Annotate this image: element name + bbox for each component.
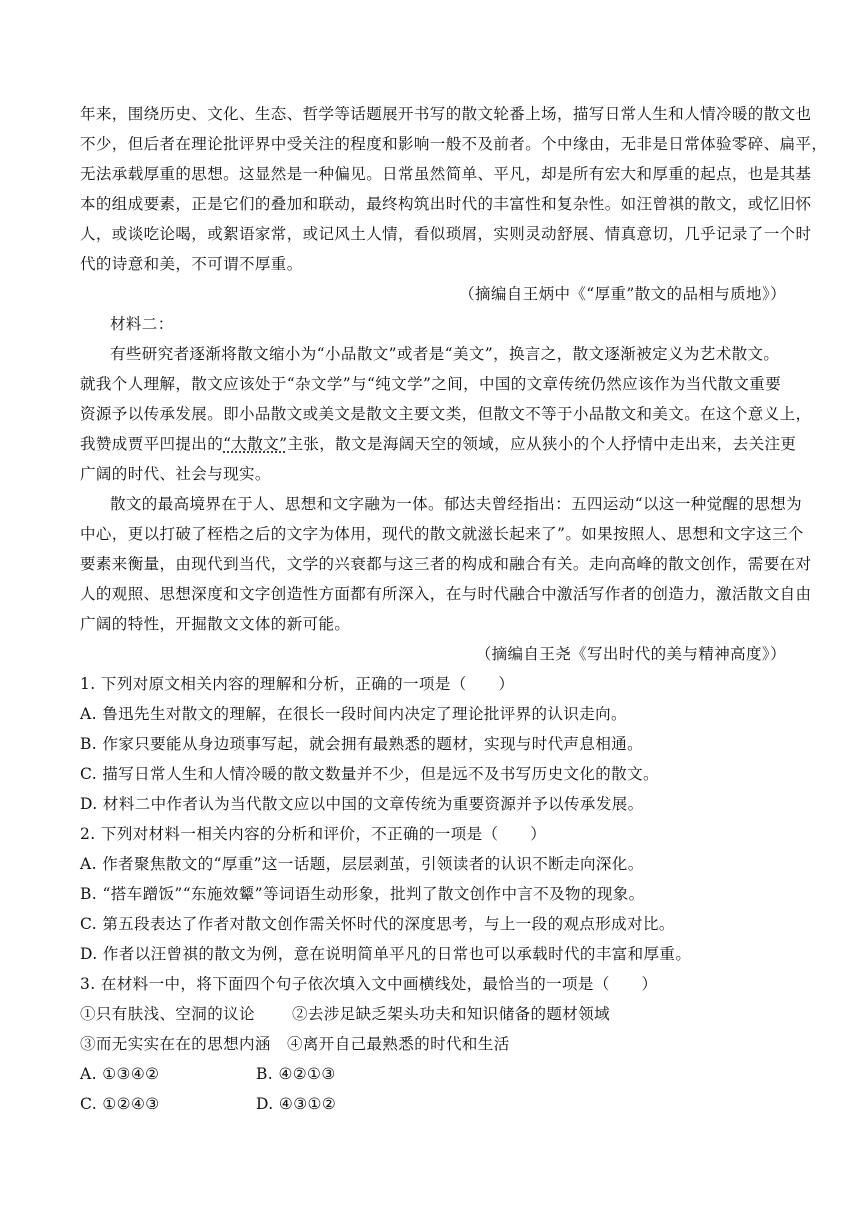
question-1-option-d: D. 材料二中作者认为当代散文应以中国的文章传统为重要资源并予以传承发展。 bbox=[80, 795, 644, 813]
line-text-before: 我赞成贾平凹提出的 bbox=[80, 435, 224, 453]
material1-line-3: 无法承载厚重的思想。这显然是一种偏见。日常虽然简单、平凡，却是所有宏大和厚重的起点，也是其基 bbox=[80, 165, 812, 183]
material2-p1-line-3: 资源予以传承发展。即小品散文或美文是散文主要文类，但散文不等于小品散文和美文。在这个意义上， bbox=[80, 405, 812, 423]
material1-line-1: 年来，围绕历史、文化、生态、哲学等话题展开书写的散文轮番上场，描写日常人生和人情冷暖的散文也 bbox=[80, 105, 812, 123]
question-1-option-a: A. 鲁迅先生对散文的理解，在很长一段时间内决定了理论批评界的认识走向。 bbox=[80, 705, 627, 723]
material2-p1-line-5: 广阔的时代、社会与现实。 bbox=[80, 465, 271, 483]
material1-line-6: 代的诗意和美，不可谓不厚重。 bbox=[80, 255, 303, 273]
question-3-options-row-1 bbox=[80, 1064, 790, 1084]
material2-p2-line-3: 要素来衡量，由现代到当代，文学的兴衰都与这三者的构成和融合有关。走向高峰的散文创作，需要在对 bbox=[80, 555, 812, 573]
material1-line-2: 不少，但后者在理论批评界中受关注的程度和影响一般不及前者。个中缘由，无非是日常体验零碎、扁平， bbox=[80, 135, 828, 153]
question-3-options-row-2 bbox=[80, 1094, 790, 1114]
question-3-sentences-row-2 bbox=[80, 1034, 790, 1054]
question-2-option-c: C. 第五段表达了作者对散文创作需关怀时代的深度思考，与上一段的观点形成对比。 bbox=[80, 915, 675, 933]
material2-p2-line-4: 人的观照、思想深度和文字创造性方面都有所深入，在与时代融合中激活写作者的创造力，激活散文自由 bbox=[80, 585, 812, 603]
question-2-option-d: D. 作者以汪曾祺的散文为例，意在说明简单平凡的日常也可以承载时代的丰富和厚重。 bbox=[80, 945, 692, 963]
material2-source: （摘编自王尧《写出时代的美与精神高度》） bbox=[475, 645, 786, 663]
question-1-option-c: C. 描写日常人生和人情冷暖的散文数量并不少，但是远不及书写历史文化的散文。 bbox=[80, 765, 659, 783]
material2-p1-line-1: 有些研究者逐渐将散文缩小为“小品散文”或者是“美文”，换言之，散文逐渐被定义为艺术散文。 bbox=[110, 345, 780, 363]
question-3-option-b: B. ④②①③ bbox=[256, 1065, 336, 1083]
line-text-after: 主张，散文是海阔天空的领域，应从狭小的个人抒情中走出来，去关注更 bbox=[287, 435, 797, 453]
material1-source: （摘编自王炳中《“厚重”散文的品相与质地》） bbox=[459, 285, 786, 303]
question-3-stem: 3. 在材料一中，将下面四个句子依次填入文中画横线处，最恰当的一项是（ ） bbox=[80, 975, 658, 993]
question-2-stem: 2. 下列对材料一相关内容的分析和评价，不正确的一项是（ ） bbox=[80, 825, 547, 843]
material1-line-5: 人，或谈吃论喝，或絮语家常，或记风土人情，看似琐屑，实则灵动舒展、情真意切，几乎记录了一个时 bbox=[80, 225, 812, 243]
question-3-option-d: D. ④③①② bbox=[256, 1095, 337, 1113]
question-3-option-a: A. ①③④② bbox=[80, 1065, 160, 1083]
sentence-2: ②去涉足缺乏架头功夫和知识储备的题材领域 bbox=[292, 1005, 611, 1023]
underlined-term: “大散文” bbox=[223, 435, 288, 453]
material2-p1-line-2: 就我个人理解，散文应该处于“杂文学”与“纯文学”之间，中国的文章传统仍然应该作为当代散文重要 bbox=[80, 375, 782, 393]
sentence-1: ①只有肤浅、空洞的议论 bbox=[80, 1005, 255, 1023]
sentence-3: ③而无实实在在的思想内涵 bbox=[80, 1035, 271, 1053]
question-1-option-b: B. 作家只要能从身边琐事写起，就会拥有最熟悉的题材，实现与时代声息相通。 bbox=[80, 735, 644, 753]
material2-p2-line-5: 广阔的特性，开掘散文文体的新可能。 bbox=[80, 615, 351, 633]
question-2-option-b: B. “搭车蹭饭”“东施效颦”等词语生动形象，批判了散文创作中言不及物的现象。 bbox=[80, 885, 645, 903]
question-2-option-a: A. 作者聚焦散文的“厚重”这一话题，层层剥茧，引领读者的认识不断走向深化。 bbox=[80, 855, 644, 873]
material2-p2-line-2: 中心，更以打破了桎梏之后的文字为体用，现代的散文就滋长起来了”。如果按照人、思想和文字这三个 bbox=[80, 525, 804, 543]
question-3-sentences-row-1 bbox=[80, 1004, 790, 1024]
question-3-option-c: C. ①②④③ bbox=[80, 1095, 160, 1113]
sentence-4: ④离开自己最熟悉的时代和生活 bbox=[287, 1035, 510, 1053]
material2-heading: 材料二： bbox=[110, 315, 174, 333]
material2-p2-line-1: 散文的最高境界在于人、思想和文字融为一体。郁达夫曾经指出：五四运动“以这一种觉醒的思想为 bbox=[110, 495, 803, 513]
question-1-stem: 1. 下列对原文相关内容的理解和分析，正确的一项是（ ） bbox=[80, 675, 515, 693]
material2-p1-line-4 bbox=[80, 434, 797, 454]
material1-line-4: 本的组成要素，正是它们的叠加和联动，最终构筑出时代的丰富性和复杂性。如汪曾祺的散文，或忆旧怀 bbox=[80, 195, 812, 213]
